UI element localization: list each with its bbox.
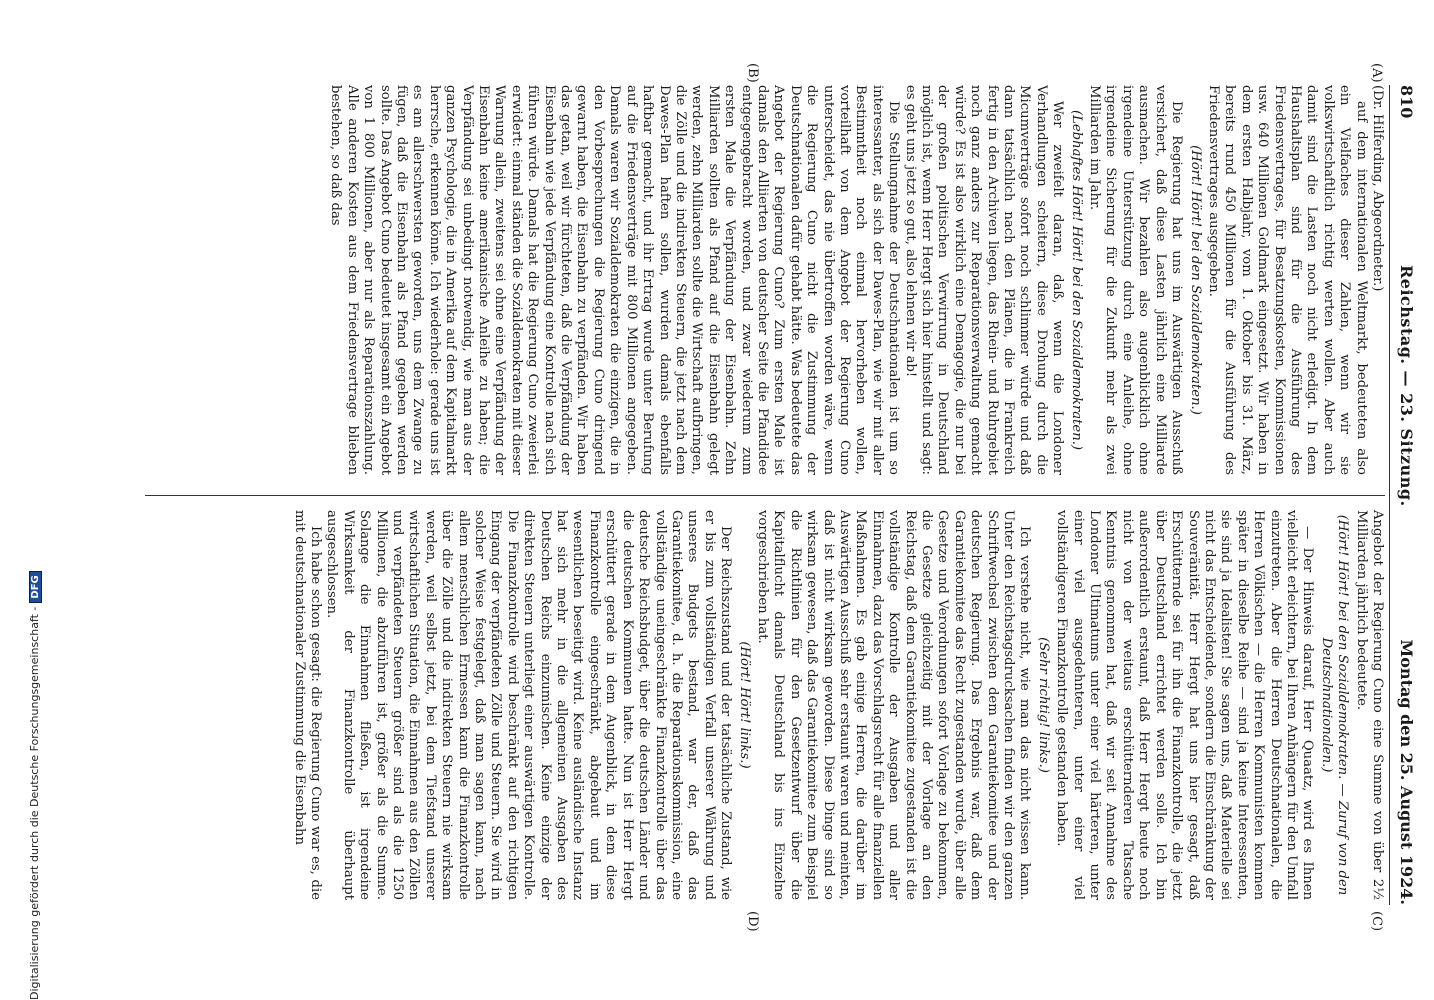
- margin-marker-b: (B): [745, 63, 760, 83]
- dfg-logo: DFG: [29, 571, 42, 602]
- text-column-right: [290, 510, 1385, 900]
- interjection: (Sehr richtig! links.): [1035, 637, 1051, 773]
- paragraph: Die Stellungnahme der Deutschnationalen ist um so interessanter, als sich der Dawes-Plan, wie wir mit aller Bestimmtheit noch einmal hervorheben wollen, vorteilhaft von dem Angebot der Regierung Cuno unterscheidet, das nie übertroffen worden wäre, wenn die Regierung Cuno nicht die Zustimmung der Deutschnationalen dafür gehabt hätte. Was bedeutete das Angebot der Regierung Cuno? Zum ersten Male ist damals den Alliierten von deutscher Seite die Pfandidee entgegengebracht worden, und zwar wiederum zum ersten Male die Verpfändung der Eisenbahn. Zehn Milliarden sollten als Pfand auf die Eisenbahn gelegt werden, zehn Milliarden sollte die Wirtschaft aufbringen, die Zölle und die indirekten Steuern, die jetzt nach dem Dawes-Plan haften sollen, wurden damals ebenfalls haftbar gemacht, und ihr Ertrag wurde unter Berufung auf die Friedensverträge mit 800 Millionen angegeben. Damals waren wir Sozialdemokraten die einzigen, die in den Vorbesprechungen die Regierung Cuno dringend gewarnt haben, die Eisenbahn zu verpfänden. Wir haben das getan, weil wir fürchteten, daß die Verpfändung der Eisenbahn wie jede Verpfändung eine Kontrolle nach sich führen würde. Damals hat die Regierung Cuno zweierlei erwidert: einmal ständen die Sozialdemokraten mit dieser Warnung allein, zweitens sei ohne eine Verpfändung der Eisenbahn keine amerikanische Anleihe zu haben; die Verpfändung sei unbedingt notwendig, wie man aus der ganzen Psychologie, die in Amerika auf dem Kapitalmarkt herrsche, erkennen könne. Ich wiederhole: gerade uns ist es am allerschwersten geworden, uns dem Zwange zu fügen, daß die Eisenbahn als Pfand gegeben werden sollte. Das Angebot Cuno bedeutet insgesamt ein Angebot von 1 800 Millionen, aber nur als Reparationszahlung. Alle anderen Kosten aus dem Friedensvertrage blieben bestehen, so daß das: [328, 85, 902, 475]
- column-divider: [145, 495, 1385, 496]
- paragraph: Wer zweifelt daran, daß, wenn die Londoner Verhandlungen scheitern, diese Drohung durch die Micumverträge sofort noch schlimmer würde und daß dann tatsächlich nach den Plänen, die in Frankreich fertig in den Archiven liegen, das Rhein- und Ruhrgebiet noch ganz anders zur Reparationsverwaltung gemacht würde? Es ist also wirklich eine Demagogie, die nur bei der großen politischen Verwirrung in Deutschland möglich ist, wenn Herr Hergt sich hier hinstellt und sagt: es geht uns jetzt so gut, also lehnen wir ab!: [902, 85, 1066, 475]
- paragraph: Angebot der Regierung Cuno eine Summe von über 2½ Milliarden jährlich bedeutete.: [1353, 510, 1385, 900]
- paragraph: — Der Hinweis darauf, Herr Quaatz, wird es Ihnen vielleicht erleichtern, bei Ihren Anhängern für den Umfall einzutreten. Aber die Herren Deutschnationalen, die Herren Völkischen — die Herren Kommunisten kommen später in dieselbe Reihe — sind ja keine Interessenten, sie sind ja Idealisten! Sie sagen uns, daß Materielle sei nicht das Entscheidende, sondern die Einschränkung der Souveränität. Herr Hergt hat uns hier gesagt, daß Erschütternde sei für ihn die Finanzkontrolle, die jetzt über Deutschland errichtet werden solle. Ich bin außerordentlich erstaunt, daß Herr Hergt heute noch nicht von der weitaus erschütternderen Tatsache Kenntnis genommen hat, daß wir seit Annahme des Londoner Ultimatums unter einer viel härteren, unter einer viel ausgedehnteren, unter einer viel vollständigeren Finanzkontrolle gestanden haben.: [1054, 510, 1316, 900]
- interjection: (Lebhaftes Hört! Hört! bei den Sozialdemokraten.): [1068, 109, 1084, 451]
- interjection: (Hört! Hört! bei den Sozialdemokraten. — Zuruf von den Deutschnationalen.): [1318, 514, 1351, 896]
- page-header: [1390, 85, 1420, 905]
- page-date: Montag den 25. August 1924.: [1397, 639, 1416, 905]
- interjection: (Hört! Hört! bei den Sozialdemokraten.): [1187, 145, 1203, 415]
- margin-marker-d: (D): [745, 911, 760, 932]
- header-rule: [1389, 85, 1390, 905]
- margin-marker-c: (C): [1369, 911, 1384, 932]
- credit-text: Digitalisierung gefördert durch die Deutsche Forschungsgemeinschaft -: [28, 606, 41, 1000]
- page-number: 810: [1397, 85, 1416, 119]
- margin-marker-a: (A): [1369, 63, 1384, 83]
- newspaper-page: [120, 63, 1420, 932]
- digitization-credit: [28, 10, 50, 1000]
- text-column-left: [327, 85, 1385, 475]
- paragraph: Ich habe schon gesagt: die Regierung Cuno war es, die mit deutschnationaler Zustimmung die Eisenbahn: [291, 510, 323, 900]
- page-title: Reichstag. — 23. Sitzung.: [1397, 265, 1416, 507]
- interjection: (Hört! Hört! links.): [736, 641, 752, 769]
- paragraph: Ich verstehe nicht, wie man das nicht wissen kann. Unter den Reichstagsdrucksachen finden wir den ganzen Schriftwechsel zwischen dem Garantiekomitee und der deutschen Regierung. Das Ergebnis war, daß dem Garantiekomitee das Recht zugestanden wurde, über alle Gesetze und Verordnungen sofort Vorlage zu bekommen, die Gesetze gleichzeitig mit der Vorlage an den Reichstag, daß dem Garantiekomitee zugestanden ist die vollständige Kontrolle der Ausgaben und aller Einnahmen, dazu das Vorschlagsrecht für alle finanziellen Maßnahmen. Es gab einige Herren, die darüber im Auswärtigen Ausschuß sehr erstaunt waren und meinten, daß ist nicht wirksam geworden. Diese Dinge sind so wirksam gewesen, daß das Garantiekomitee zum Beispiel die Richtlinien für den Gesetzentwurf über die Kapitalflucht damals Deutschland bis ins Einzelne vorgeschrieben hat.: [754, 510, 1033, 900]
- paragraph: Der Reichszustand und der tatsächliche Zustand, wie er bis zum vollständigen Verfall unserer Währung und unseres Budgets bestand, war der, daß das Garantiekomitee, d. h. die Reparationskommission, eine vollständige uneingeschränkte Finanzkontrolle über das deutsche Reichsbudget, über die deutschen Länder und die deutschen Kommunen hatte. Nun ist Herr Hergt erschüttert gerade in dem Augenblick, in dem diese Finanzkontrolle eingeschränkt, abgebaut und im wesentlichen beseitigt wird. Keine ausländische Instanz hat sich mehr in die allgemeinen Ausgaben des Deutschen Reichs einzumischen. Keine einzige der direkten Steuern unterliegt einer auswärtigen Kontrolle. Die Finanzkontrolle wird beschränkt auf den richtigen Eingang der verpfändeten Zölle und Steuern. Sie wird in solcher Weise festgelegt, daß man sagen kann, nach allem menschlichen Ermessen kann die Finanzkontrolle über die Zölle und die indirekten Steuern nie wirksam werden, weil selbst jetzt, bei dem Tiefstand unserer wirtschaftlichen Situation, die Einnahmen aus den Zöllen und verpfändeten Steuern größer sind als die 1250 Millionen, die abzuführen ist, größer als die Summe. Solange die Einnahmen fließen, ist irgendeine Wirksamkeit der Finanzkontrolle überhaupt ausgeschlossen.: [324, 510, 734, 900]
- paragraph: Die Regierung hat uns im Auswärtigen Ausschuß versichert, daß diese Lasten jährlich eine Milliarde ausmachen. Wir bezahlen also augenblicklich ohne irgendeine Unterstützung durch eine Anleihe, ohne irgendeine Sicherung für die Zukunft mehr als zwei Milliarden im Jahr.: [1087, 85, 1185, 475]
- paragraph: auf dem internationalen Weltmarkt, bedeuteten also ein Vielfaches dieser Zahlen, wenn wir sie volkswirtschaftlich richtig werten wollen. Aber auch damit sind die Lasten noch nicht erledigt. In dem Haushaltsplan sind für die Ausführung des Friedensvertrages, für Besatzungskosten, Kommissionen usw. 640 Millionen Goldmark eingesetzt. Wir haben in dem ersten Halbjahr, vom 1. Oktober bis 31. März, bereits rund 450 Millionen für die Ausführung des Friedensvertrages ausgegeben.: [1205, 85, 1369, 475]
- speaker-line: (Dr. Hilferding, Abgeordneter.): [1370, 85, 1385, 292]
